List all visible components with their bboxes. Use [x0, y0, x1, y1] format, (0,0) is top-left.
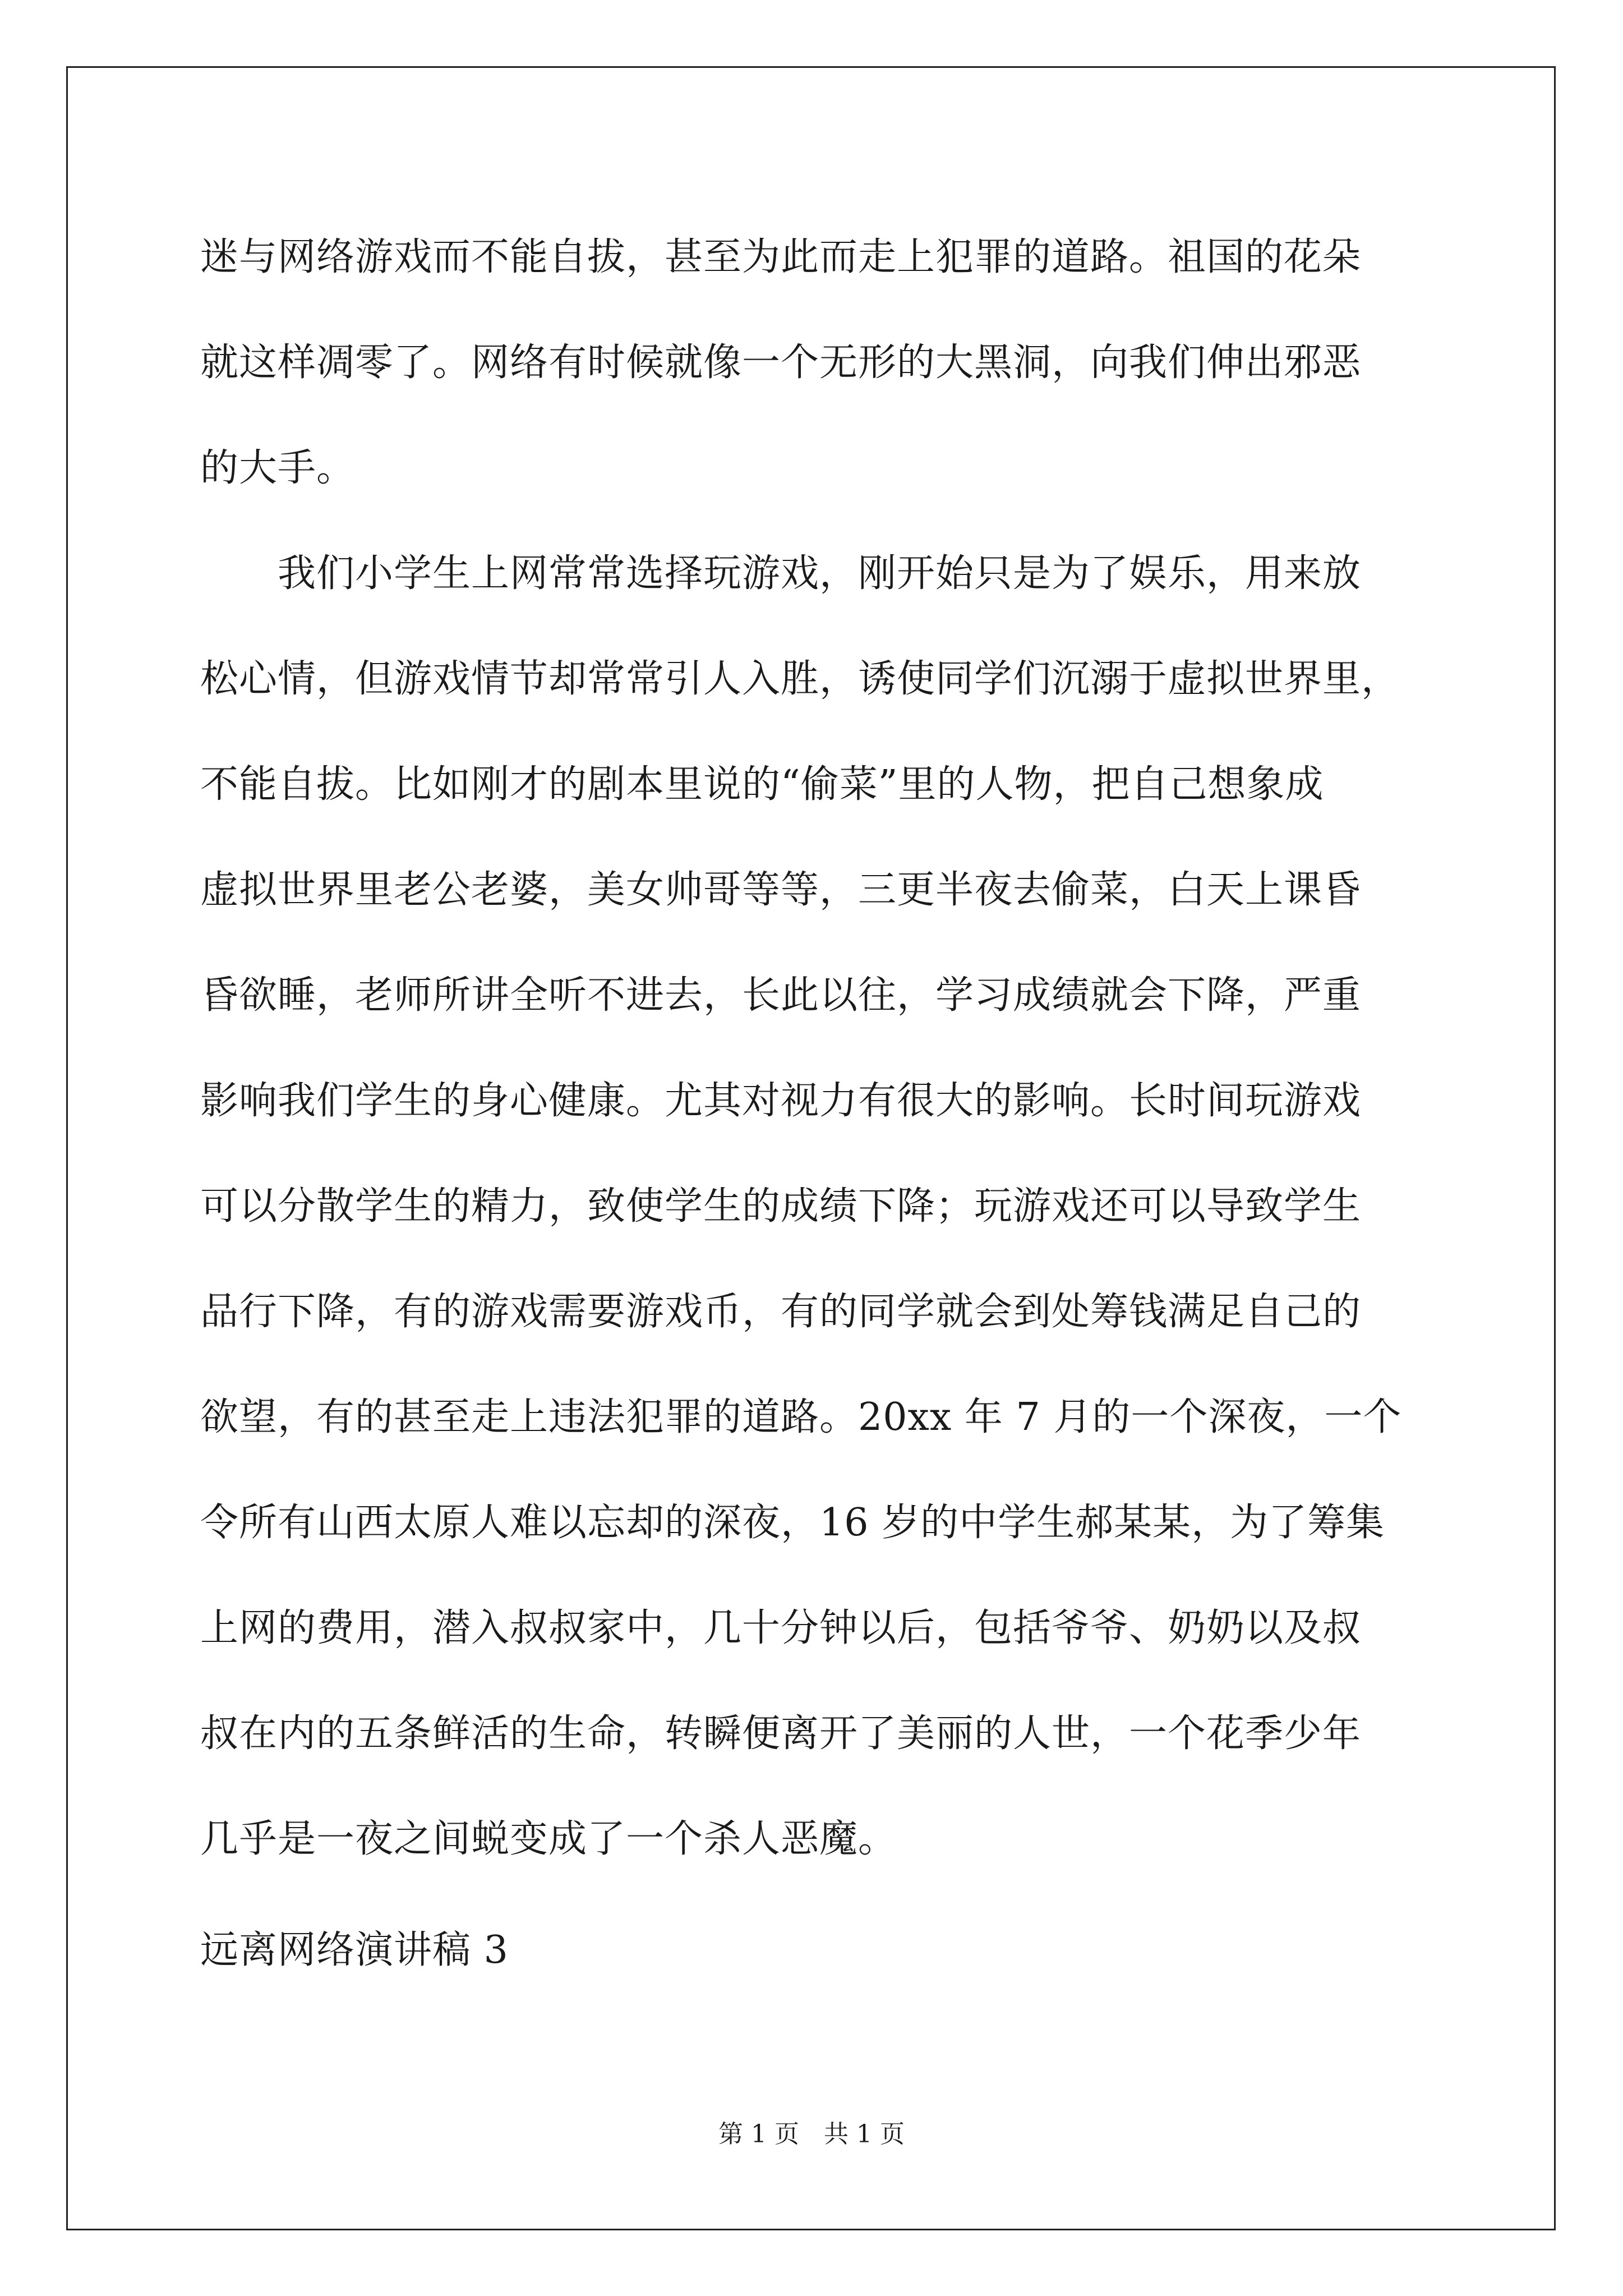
text-line: 虚拟世界里老公老婆，美女帅哥等等，三更半夜去偷菜，白天上课昏 [200, 868, 1362, 912]
text-line: 我们小学生上网常常选择玩游戏，刚开始只是为了娱乐，用来放 [200, 551, 1362, 596]
text-line: 不能自拔。比如刚才的剧本里说的“偷菜”里的人物，把自己想象成 [200, 762, 1324, 807]
text-line: 的大手。 [200, 446, 356, 490]
text-line: 昏欲睡，老师所讲全听不进去，长此以往，学习成绩就会下降，严重 [200, 973, 1362, 1018]
text-line: 松心情，但游戏情节却常常引人入胜，诱使同学们沉溺于虚拟世界里， [200, 657, 1400, 701]
page-number-footer: 第 1 页 共 1 页 [718, 2120, 905, 2148]
text-line: 可以分散学生的精力，致使学生的成绩下降；玩游戏还可以导致学生 [200, 1184, 1362, 1228]
text-line: 几乎是一夜之间蜕变成了一个杀人恶魔。 [200, 1817, 897, 1861]
text-line: 就这样凋零了。网络有时候就像一个无形的大黑洞，向我们伸出邪恶 [200, 341, 1362, 385]
paragraph-2 [200, 521, 1434, 1892]
section-heading: 远离网络演讲稿 3 [200, 1928, 509, 1972]
text-line: 令所有山西太原人难以忘却的深夜，16 岁的中学生郝某某，为了筹集 [200, 1501, 1385, 1545]
document-body [200, 205, 1434, 2003]
paragraph-1 [200, 205, 1434, 521]
text-line: 迷与网络游戏而不能自拔，甚至为此而走上犯罪的道路。祖国的花朵 [200, 235, 1362, 279]
text-line: 品行下降，有的游戏需要游戏币，有的同学就会到处筹钱满足自己的 [200, 1290, 1362, 1334]
text-line: 影响我们学生的身心健康。尤其对视力有很大的影响。长时间玩游戏 [200, 1079, 1362, 1123]
text-line: 欲望，有的甚至走上违法犯罪的道路。20xx 年 7 月的一个深夜，一个 [200, 1395, 1402, 1439]
text-line: 上网的费用，潜入叔叔家中，几十分钟以后，包括爷爷、奶奶以及叔 [200, 1606, 1362, 1650]
text-line: 叔在内的五条鲜活的生命，转瞬便离开了美丽的人世，一个花季少年 [200, 1711, 1362, 1756]
